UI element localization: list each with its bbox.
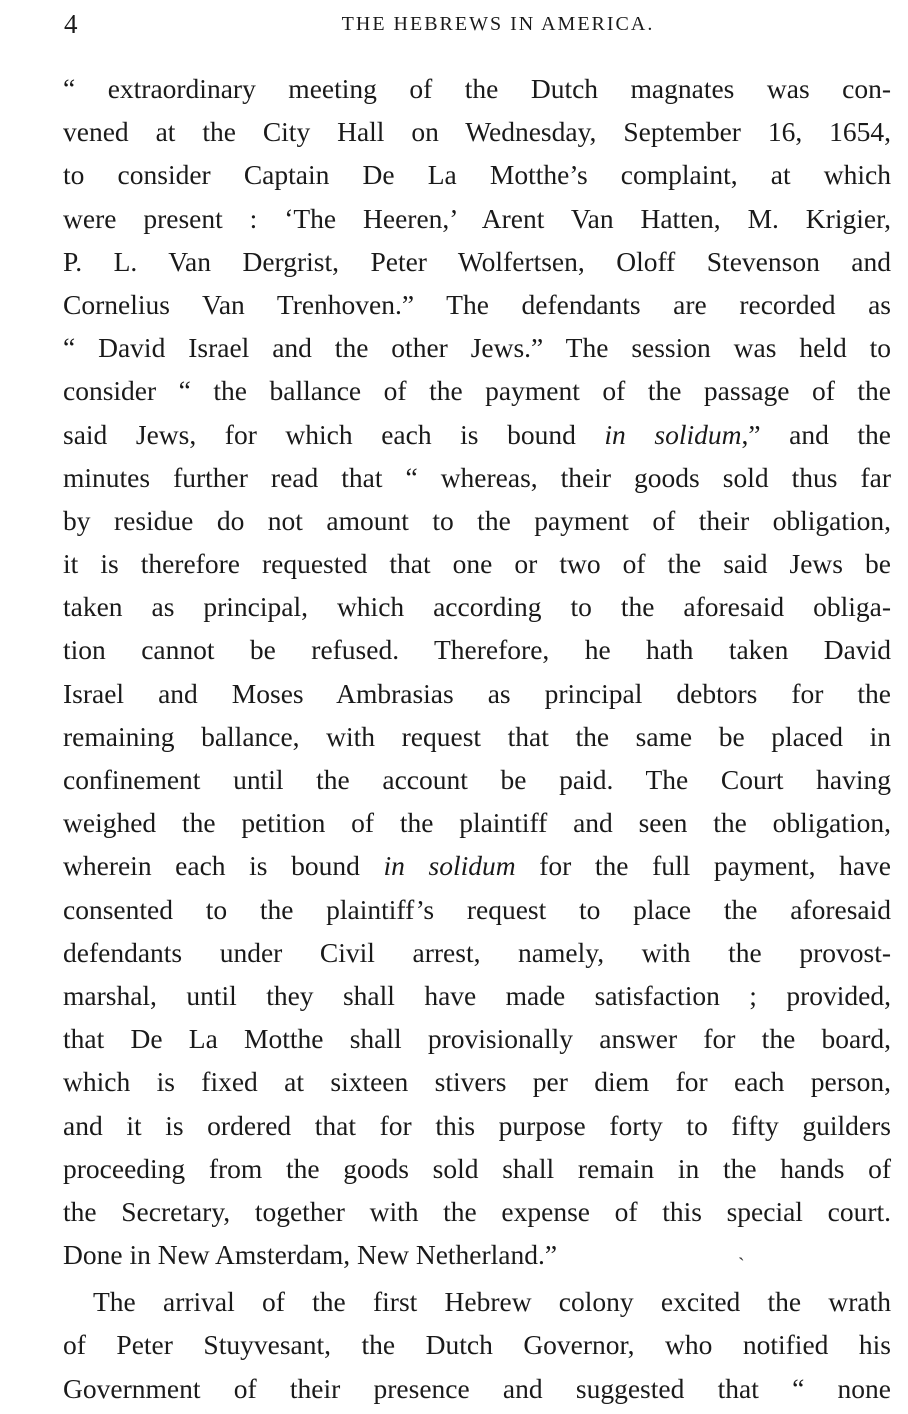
text-line: marshal, until they shall have made satisfaction ; provided,	[63, 979, 891, 1011]
text-line: The arrival of the first Hebrew colony excited the wrath	[93, 1286, 891, 1318]
running-title: THE HEBREWS IN AMERICA.	[341, 13, 655, 35]
text-line: confinement until the account be paid. The Court having	[63, 764, 891, 795]
text-line: consented to the plaintiff’s request to place the aforesaid	[63, 893, 891, 925]
ink-speck-mark: ˏ	[738, 1239, 745, 1261]
text-line: that De La Motthe shall provisionally answer for the board,	[63, 1023, 891, 1055]
text-line: and it is ordered that for this purpose forty to fifty guilders	[63, 1109, 891, 1141]
latin-phrase: in solidum	[383, 850, 516, 882]
text-line: said Jews, for which each is bound in solidum,” and the	[63, 418, 892, 450]
text-line: to consider Captain De La Motthe’s complaint, at which	[63, 159, 891, 191]
paragraph-stuyvesant	[63, 1280, 891, 1410]
page-number: 4	[64, 9, 78, 39]
text-line: which is fixed at sixteen stivers per diem for each person,	[63, 1066, 891, 1098]
text-line: remaining ballance, with request that the same be placed in	[63, 720, 891, 752]
text-line: Cornelius Van Trenhoven.” The defendants are recorded as	[63, 288, 891, 320]
text-line: Israel and Moses Ambrasias as principal debtors for the	[63, 677, 891, 709]
text-line: it is therefore requested that one or two of the said Jews be	[63, 548, 891, 580]
text-line: wherein each is bound in solidum for the full payment, have	[63, 850, 892, 882]
text-line: by residue do not amount to the payment of their obligation,	[63, 504, 891, 536]
text-line: “ extraordinary meeting of the Dutch magnates was con-	[63, 73, 891, 104]
page-header	[64, 6, 892, 42]
text-line: Done in New Amsterdam, New Netherland.”	[63, 1239, 558, 1271]
text-line: tion cannot be refused. Therefore, he hath taken David	[63, 634, 891, 666]
text-line: minutes further read that “ whereas, their goods sold thus far	[63, 461, 891, 493]
body-text	[63, 67, 891, 1410]
text-line: proceeding from the goods sold shall remain in the hands of	[63, 1152, 891, 1184]
paragraph-quoted-minutes	[63, 67, 891, 1276]
text-line: consider “ the ballance of the payment of the passage of the	[63, 375, 891, 407]
latin-phrase: in solidum	[604, 418, 742, 450]
text-line: P. L. Van Dergrist, Peter Wolfertsen, Oloff Stevenson and	[63, 245, 891, 277]
text-line: weighed the petition of the plaintiff and seen the obligation,	[63, 807, 891, 839]
text-line: of Peter Stuyvesant, the Dutch Governor, who notified his	[63, 1329, 891, 1361]
text-line: the Secretary, together with the expense of this special court.	[63, 1195, 891, 1227]
text-line: were present : ‘The Heeren,’ Arent Van Hatten, M. Krigier,	[63, 202, 891, 234]
text-line: Government of their presence and suggested that “ none	[63, 1372, 891, 1404]
text-line: “ David Israel and the other Jews.” The session was held to	[63, 332, 891, 364]
text-line: defendants under Civil arrest, namely, with the provost-	[63, 936, 891, 968]
text-line: vened at the City Hall on Wednesday, September 16, 1654,	[63, 116, 891, 148]
text-line: taken as principal, which according to the aforesaid obliga-	[63, 591, 891, 623]
